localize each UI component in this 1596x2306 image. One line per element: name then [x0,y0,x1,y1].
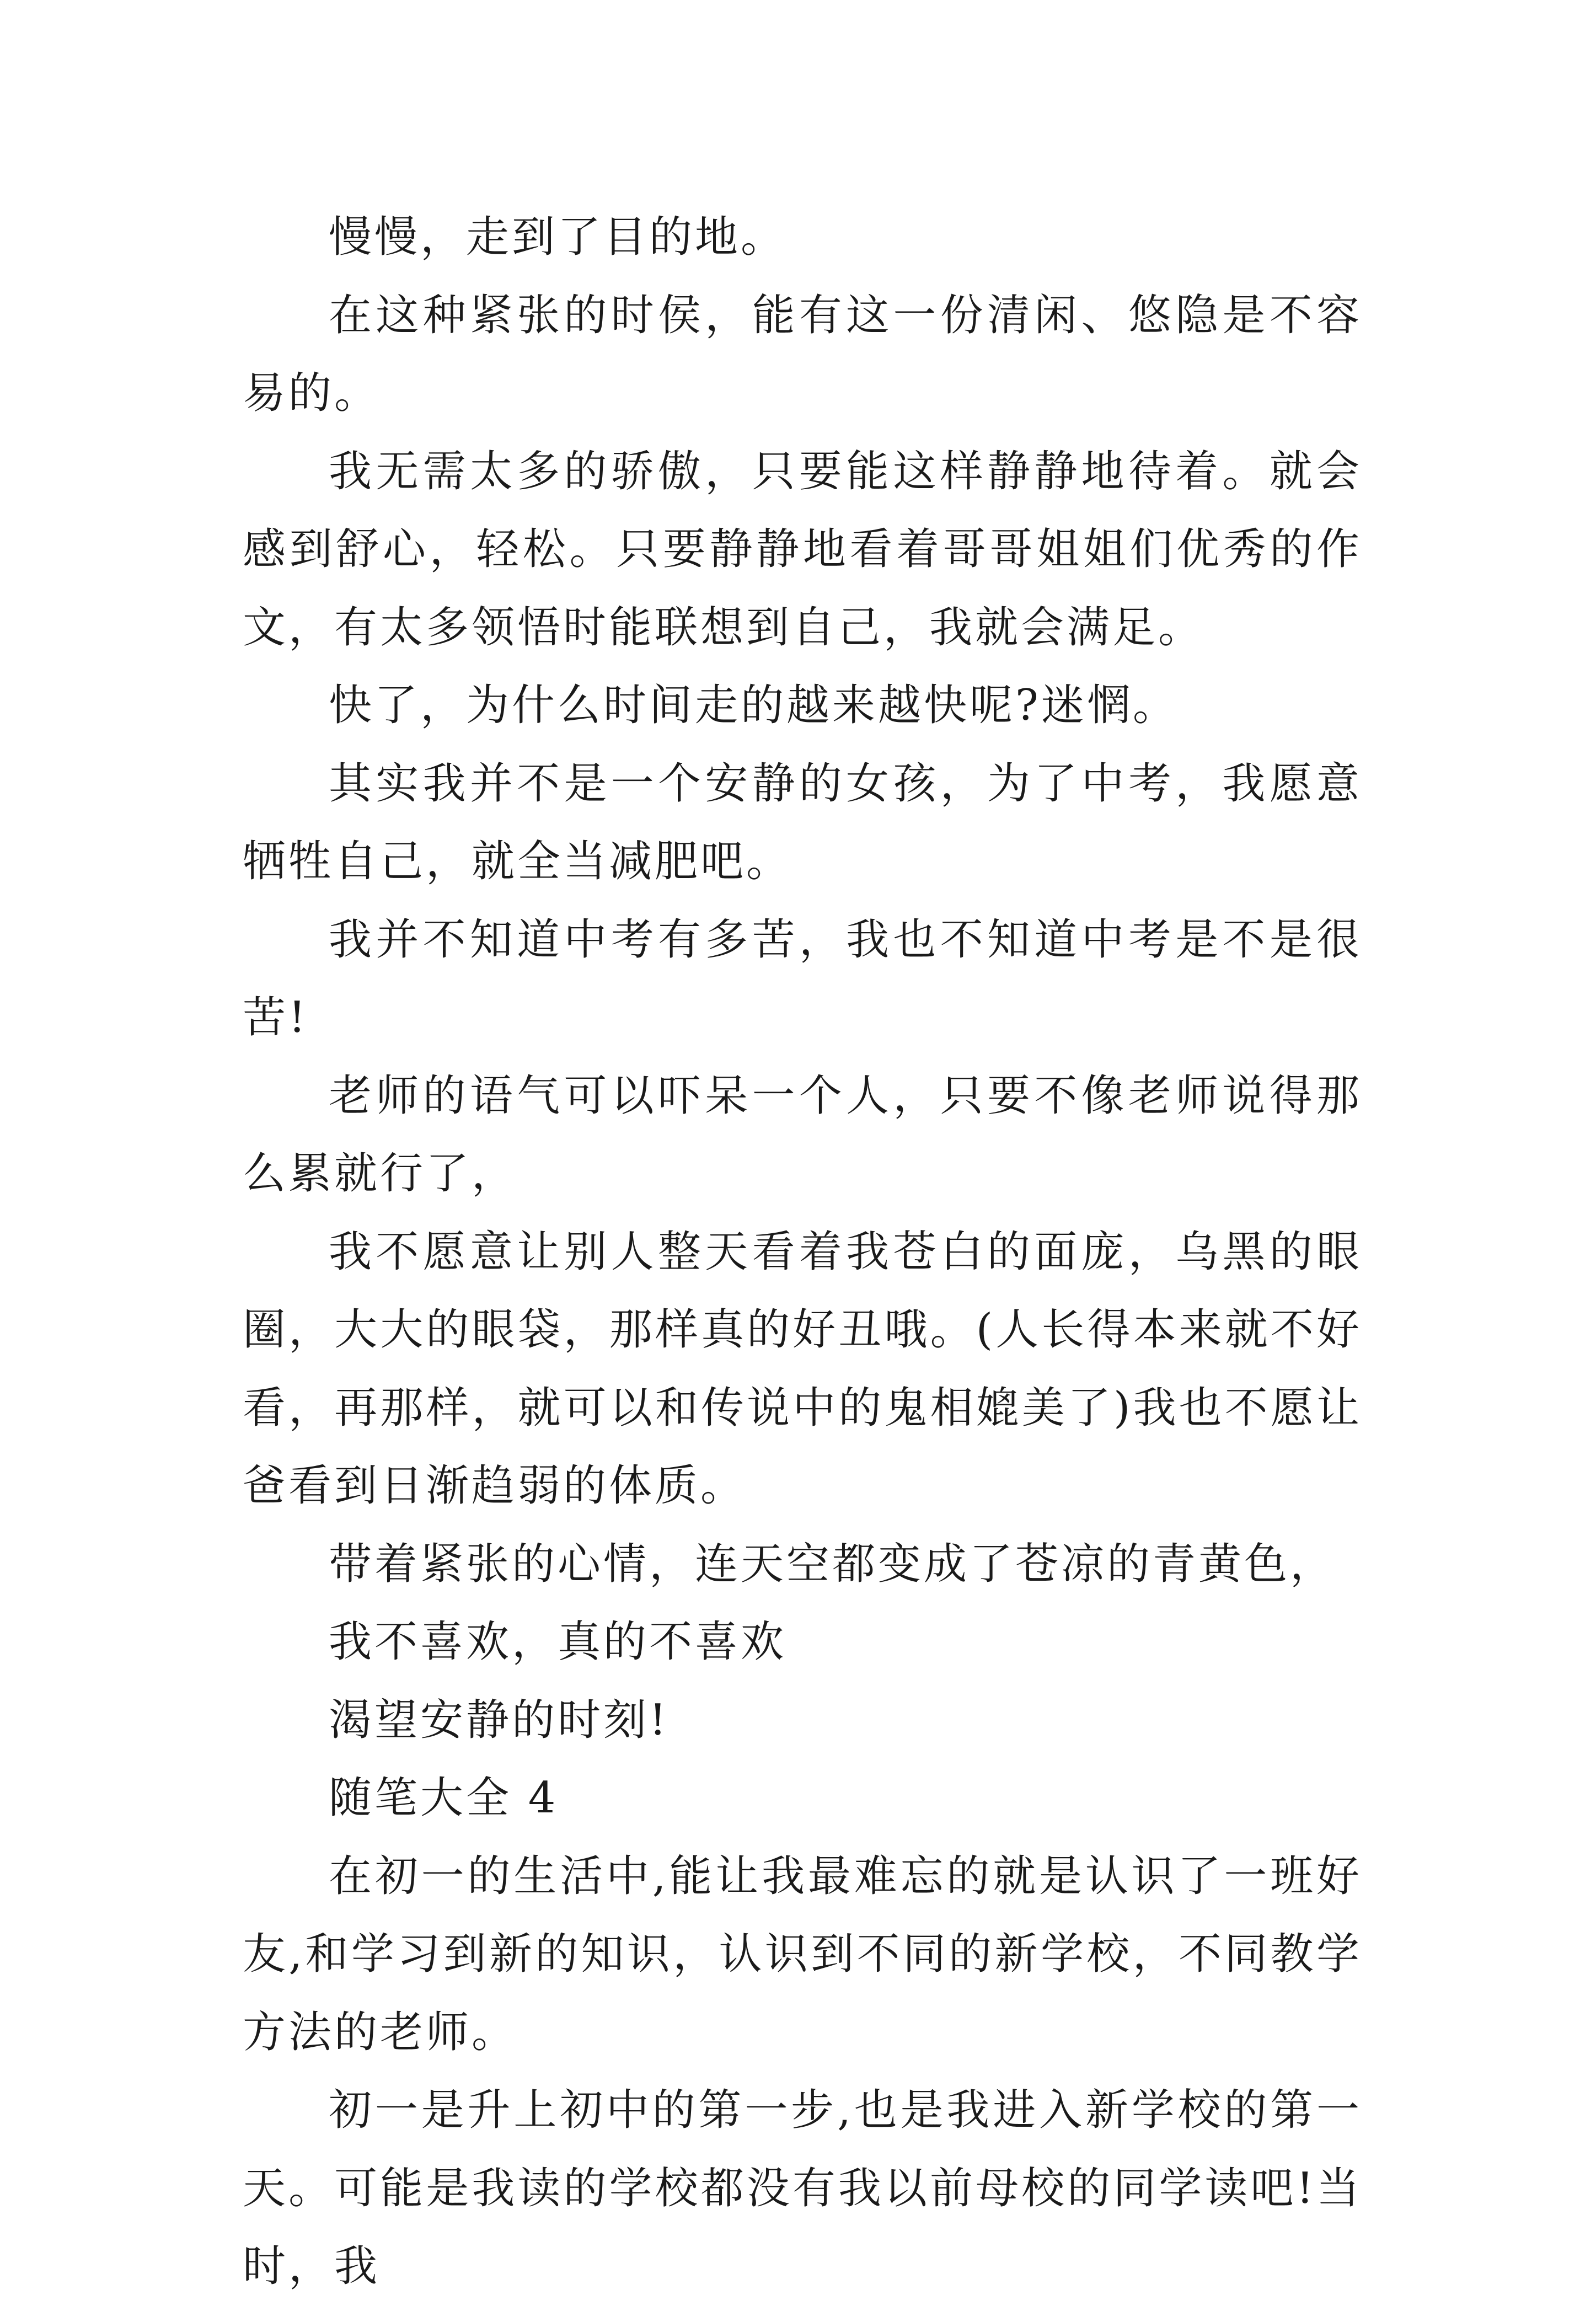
paragraph: 在这种紧张的时侯，能有这一份清闲、悠隐是不容易的。 [243,290,1362,418]
paragraph: 带着紧张的心情，连天空都变成了苍凉的青黄色， [329,1539,1336,1589]
paragraph: 我不喜欢，真的不喜欢 [329,1617,787,1667]
section-heading: 随笔大全 4 [329,1773,559,1823]
paragraph: 我并不知道中考有多苦，我也不知道中考是不是很苦! [243,914,1362,1042]
paragraph: 快了，为什么时间走的越来越快呢?迷惘。 [329,681,1179,730]
paragraph: 渴望安静的时刻! [329,1695,670,1745]
document-body [243,199,1362,2306]
paragraph: 老师的语气可以吓呆一个人，只要不像老师说得那么累就行了， [243,1071,1362,1199]
paragraph: 慢慢，走到了目的地。 [329,212,787,262]
paragraph: 其实我并不是一个安静的女孩，为了中考，我愿意牺牲自己，就全当减肥吧。 [243,758,1362,886]
paragraph: 初一是升上初中的第一步,也是我进入新学校的第一天。可能是我读的学校都没有我以前母校的同学读吧!当时，我 [243,2085,1362,2291]
paragraph: 在初一的生活中,能让我最难忘的就是认识了一班好友,和学习到新的知识，认识到不同的新学校，不同教学方法的老师。 [243,1851,1362,2057]
paragraph: 我无需太多的骄傲，只要能这样静静地待着。就会感到舒心，轻松。只要静静地看着哥哥姐姐们优秀的作文，有太多领悟时能联想到自己，我就会满足。 [243,446,1362,652]
paragraph: 我不愿意让别人整天看着我苍白的面庞，乌黑的眼圈，大大的眼袋，那样真的好丑哦。(人长得本来就不好看，再那样，就可以和传说中的鬼相媲美了)我也不愿让爸看到日渐趋弱的体质。 [243,1227,1362,1511]
